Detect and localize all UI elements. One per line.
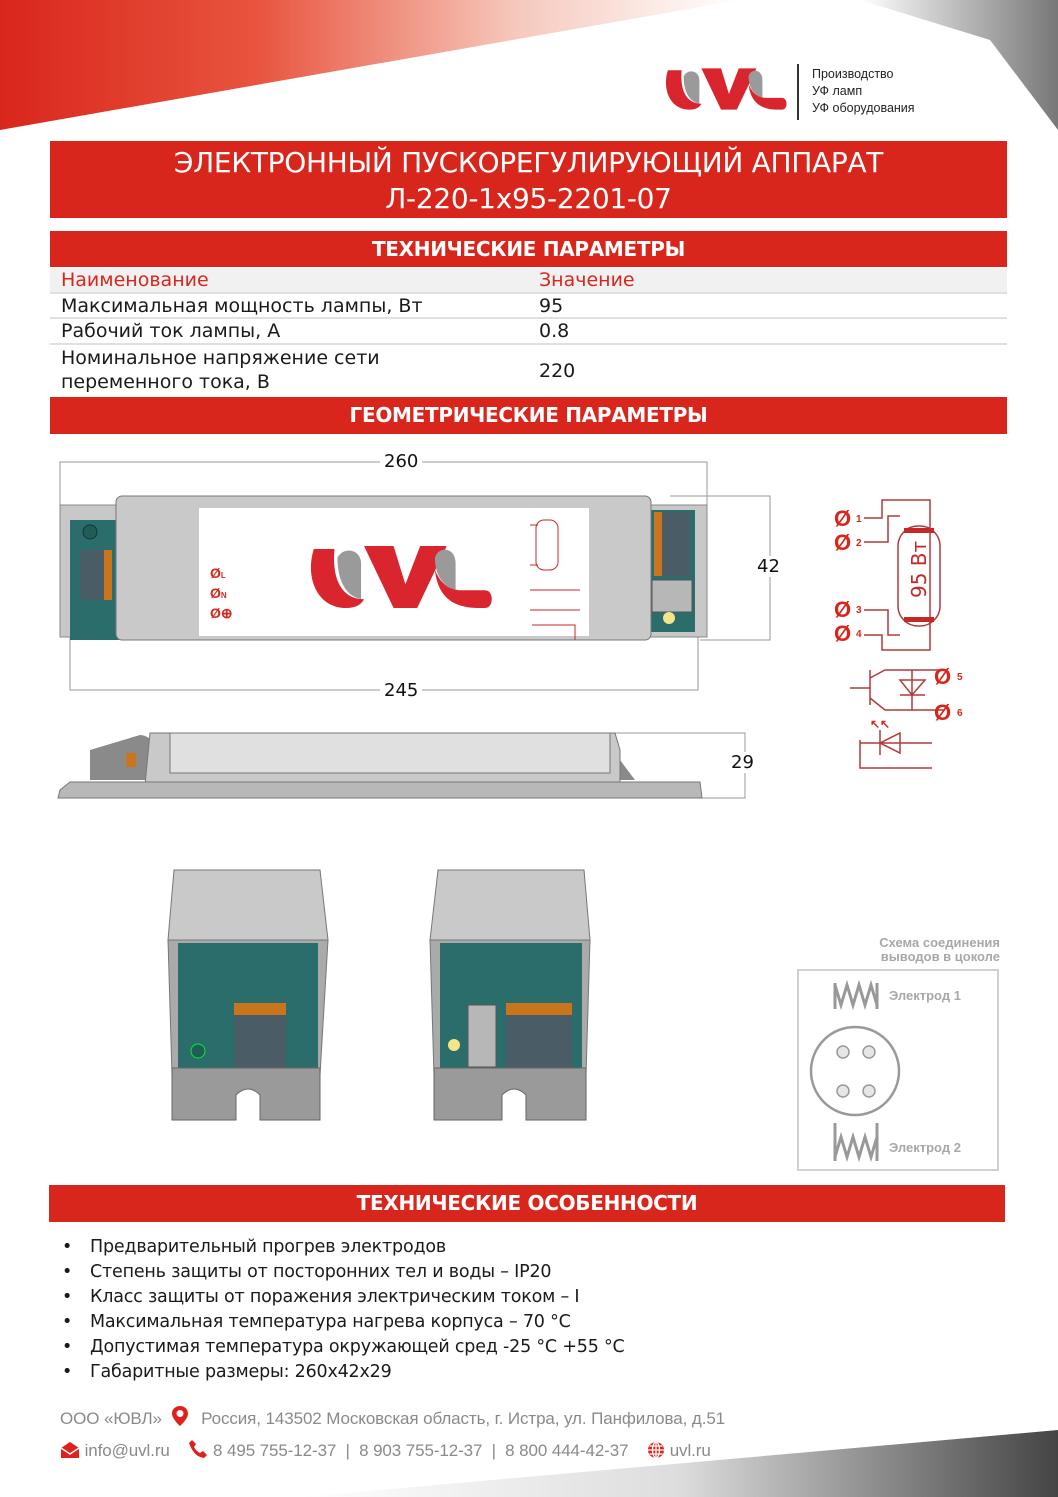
dim-width: 42 (753, 556, 784, 577)
svg-text:1: 1 (856, 514, 862, 525)
svg-text:Ø: Ø (934, 664, 952, 689)
footer-address-line (60, 1405, 725, 1429)
dim-height: 29 (727, 752, 758, 773)
feature-text: Максимальная температура нагрева корпуса – 70 °С (90, 1312, 571, 1332)
electrode-2-label: Электрод 2 (889, 1140, 961, 1155)
terminal-l: ØL (210, 565, 226, 581)
pin-schema-box (797, 969, 999, 1171)
feature-text: Класс защиты от поражения электрическим током – I (90, 1287, 580, 1307)
dim-mount: 245 (380, 680, 422, 701)
list-item: • Максимальная температура нагрева корпуса – 70 °С (62, 1312, 571, 1332)
website-link[interactable]: uvl.ru (669, 1441, 711, 1460)
wiring-schematic (830, 490, 980, 780)
table-row (50, 294, 1007, 319)
logo-divider (797, 64, 799, 120)
svg-text:Ø: Ø (834, 621, 852, 646)
param-name: Рабочий ток лампы, А (61, 320, 281, 342)
col-value: Значение (539, 269, 635, 291)
svg-text:Ø⊕: Ø⊕ (210, 605, 233, 621)
table-row (50, 345, 1007, 397)
list-item: • Габаритные размеры: 260х42х29 (62, 1362, 392, 1382)
email-icon (60, 1442, 80, 1458)
pin-schema-title-line: выводов в цоколе (880, 949, 1000, 964)
tagline-line: УФ оборудования (812, 101, 915, 115)
feature-text: Допустимая температура окружающей сред -25 °С +55 °С (90, 1337, 625, 1357)
svg-text:Ø: Ø (834, 506, 852, 531)
dim-length: 260 (380, 451, 422, 472)
svg-text:Ø: Ø (834, 530, 852, 555)
section-tech-params: ТЕХНИЧЕСКИЕ ПАРАМЕТРЫ (50, 231, 1007, 267)
section-geometry: ГЕОМЕТРИЧЕСКИЕ ПАРАМЕТРЫ (50, 397, 1007, 434)
feature-text: Предварительный прогрев электродов (90, 1237, 446, 1257)
svg-text:2: 2 (856, 538, 862, 549)
param-name-line: переменного тока, В (61, 371, 270, 393)
phone-icon (188, 1439, 208, 1459)
electrode-1-label: Электрод 1 (889, 988, 961, 1003)
col-name: Наименование (61, 269, 209, 291)
phone-numbers[interactable]: 8 495 755-12-37 | 8 903 755-12-37 | 8 800 444-42-37 (213, 1441, 629, 1460)
end-views (160, 865, 610, 1125)
table-row (50, 319, 1007, 345)
svg-text:Ø: Ø (834, 597, 852, 622)
svg-text:↖↖: ↖↖ (870, 717, 891, 731)
list-item: • Предварительный прогрев электродов (62, 1237, 446, 1257)
title-line2: Л-220-1х95-2201-07 (385, 182, 672, 215)
svg-text:3: 3 (856, 605, 862, 616)
lamp-power-label: 95 Вт (907, 540, 931, 598)
location-pin-icon (171, 1405, 189, 1427)
svg-text:5: 5 (957, 672, 963, 683)
param-name-line: Номинальное напряжение сети (61, 347, 380, 369)
features-list (62, 1235, 625, 1385)
svg-text:4: 4 (856, 629, 862, 640)
list-item: • Степень защиты от посторонних тел и воды – IP20 (62, 1262, 552, 1282)
param-name (61, 346, 380, 394)
table-header (50, 268, 1007, 294)
svg-text:Ø: Ø (934, 700, 952, 725)
page-title (50, 141, 1007, 218)
param-value: 0.8 (539, 320, 570, 342)
section-features: ТЕХНИЧЕСКИЕ ОСОБЕННОСТИ (49, 1185, 1005, 1222)
tagline-line: Производство (812, 67, 894, 81)
pin-schema-title (879, 936, 1000, 964)
address: Россия, 143502 Московская область, г. Истра, ул. Панфилова, д.51 (201, 1409, 726, 1428)
list-item: • Допустимая температура окружающей сред -25 °С +55 °С (62, 1337, 625, 1357)
footer-contacts-line (60, 1439, 711, 1461)
company-name: ООО «ЮВЛ» (60, 1409, 162, 1428)
feature-text: Габаритные размеры: 260х42х29 (90, 1362, 392, 1382)
uvl-logo (660, 64, 788, 114)
tagline (812, 66, 915, 117)
pin-schema-title-line: Схема соединения (879, 935, 1000, 950)
svg-text:6: 6 (957, 708, 963, 719)
feature-text: Степень защиты от посторонних тел и воды – IP20 (90, 1262, 552, 1282)
param-value: 220 (539, 360, 576, 382)
title-line1: ЭЛЕКТРОННЫЙ ПУСКОРЕГУЛИРУЮЩИЙ АППАРАТ (173, 146, 884, 179)
email-link[interactable]: info@uvl.ru (84, 1441, 170, 1460)
svg-text:ØN: ØN (210, 585, 227, 601)
param-name: Максимальная мощность лампы, Вт (61, 295, 423, 317)
tagline-line: УФ ламп (812, 84, 863, 98)
list-item: • Класс защиты от поражения электрическим током – I (62, 1287, 580, 1307)
param-value: 95 (539, 295, 564, 317)
ballast-drawing (50, 450, 790, 810)
globe-icon (647, 1441, 665, 1459)
